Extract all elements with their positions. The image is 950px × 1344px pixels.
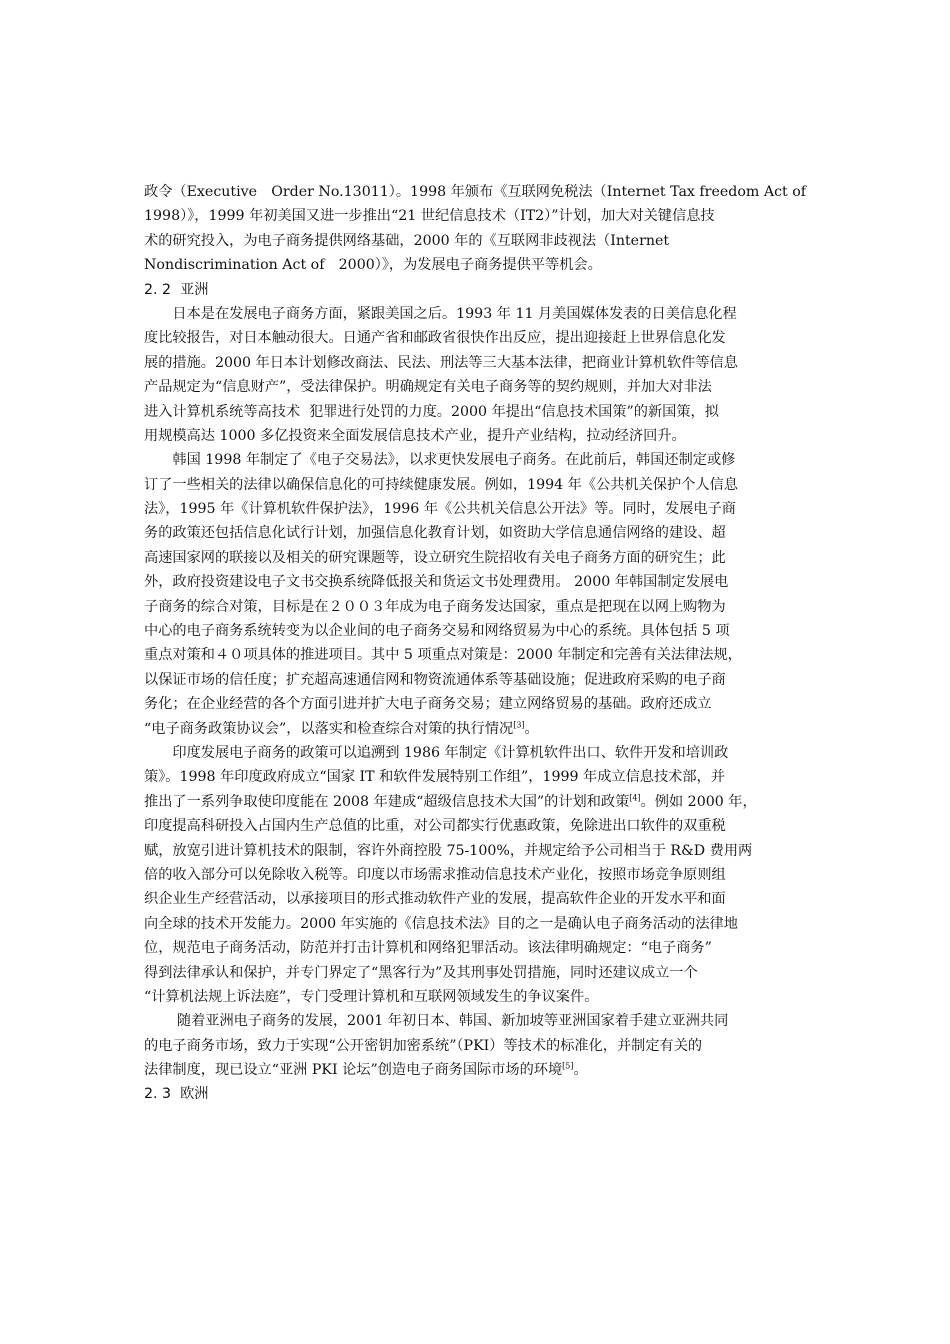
text-run: “电子商务政策协议会”，以落实和检查综合对策的执行情况 xyxy=(144,720,514,737)
text-line: 日本是在发展电子商务方面，紧跟美国之后。1993 年 11 月美国媒体发表的日美信息化程 xyxy=(144,305,737,322)
text-line: 随着亚洲电子商务的发展，2001 年初日本、韩国、新加坡等亚洲国家着手建立亚洲共同 xyxy=(144,1013,729,1030)
text-line: 印度发展电子商务的政策可以追溯到 1986 年制定《计算机软件出口、软件开发和培训政 xyxy=(144,744,729,761)
text-line: 韩国 1998 年制定了《电子交易法》，以求更快发展电子商务。在此前后，韩国还制定或修 xyxy=(144,452,736,469)
text-line: 展的措施。2000 年日本计划修改商法、民法、刑法等三大基本法律，把商业计算机软件等信息 xyxy=(144,354,738,371)
text-line: 重点对策和４０项具体的推进项目。其中 5 项重点对策是：2000 年制定和完善有关法律法规， xyxy=(144,647,742,664)
citation-ref: [4] xyxy=(629,793,641,803)
section-heading-europe: 2. 3 欧洲 xyxy=(144,1086,209,1103)
text-run: 。 xyxy=(524,720,539,737)
japan-paragraph xyxy=(144,302,810,448)
text-line xyxy=(144,1058,810,1082)
text-run: 推出了一系列争取使印度能在 2008 年建成“超级信息技术大国”的计划和政策 xyxy=(144,793,630,810)
korea-paragraph xyxy=(144,448,810,741)
asia-market-paragraph xyxy=(144,1009,810,1082)
text-line: 订了一些相关的法律以确保信息化的可持续健康发展。例如，1994 年《公共机关保护个人信息 xyxy=(144,476,738,493)
text-line: 政令（Executive Order No.13011）。1998 年颁布《互联网免税法（Internet Tax freedom Act of xyxy=(144,184,807,200)
text-line: 务化；在企业经营的各个方面引进并扩大电子商务交易；建立网络贸易的基础。政府还成立 xyxy=(144,696,712,713)
text-line: 用规模高达 1000 多亿投资来全面发展信息技术产业，提升产业结构，拉动经济回升。 xyxy=(144,427,686,444)
text-line: 外，政府投资建设电子文书交换系统降低报关和货运文书处理费用。 2000 年韩国制定发展电 xyxy=(144,574,729,591)
citation-ref: [5] xyxy=(562,1061,574,1071)
text-line: 位，规范电子商务活动，防范并打击计算机和网络犯罪活动。该法律明确规定：“电子商务” xyxy=(144,940,712,957)
text-line: 术的研究投入，为电子商务提供网络基础，2000 年的《互联网非歧视法（Internet xyxy=(144,232,670,249)
document-page xyxy=(144,180,810,1107)
text-line: 法》，1995 年《计算机软件保护法》，1996 年《公共机关信息公开法》等。同时，发展电子商 xyxy=(144,501,736,518)
text-line: 1998）》，1999 年初美国又进一步推出“21 世纪信息技术（IT2）”计划，加大对关键信息技 xyxy=(144,208,715,225)
text-line: 印度提高科研投入占国内生产总值的比重，对公司都实行优惠政策，免除进出口软件的双重税 xyxy=(144,818,726,835)
text-line xyxy=(144,790,810,814)
us-policy-paragraph xyxy=(144,180,810,278)
text-run: 法律制度，现已设立“亚洲 PKI 论坛”创造电子商务国际市场的环境 xyxy=(144,1062,563,1079)
text-line: 倍的收入部分可以免除收入税等。印度以市场需求推动信息技术产业化，按照市场竞争原则组 xyxy=(144,866,726,883)
text-line: 得到法律承认和保护，并专门界定了“黑客行为”及其刑事处罚措施，同时还建议成立一个 xyxy=(144,964,698,981)
text-line: 产品规定为“信息财产”，受法律保护。明确规定有关电子商务等的契约规则，并加大对非法 xyxy=(144,379,712,396)
text-line: 以保证市场的信任度；扩充超高速通信网和物资流通体系等基础设施；促进政府采购的电子商 xyxy=(144,671,726,688)
text-run: 。 xyxy=(573,1062,588,1079)
text-line: 策》。1998 年印度政府成立“国家 IT 和软件发展特别工作组”，1999 年成立信息技术部，并 xyxy=(144,769,725,786)
text-line: 中心的电子商务系统转变为以企业间的电子商务交易和网络贸易为中心的系统。具体包括 5 项 xyxy=(144,623,730,640)
text-line: “计算机法规上诉法庭”，专门受理计算机和互联网领域发生的争议案件。 xyxy=(144,988,599,1005)
text-line: 度比较报告，对日本触动很大。日通产省和邮政省很快作出反应，提出迎接赶上世界信息化发 xyxy=(144,330,726,347)
text-line: 务的政策还包括信息化试行计划，加强信息化教育计划，如资助大学信息通信网络的建设、超 xyxy=(144,525,726,542)
text-line: Nondiscrimination Act of 2000）》，为发展电子商务提供平等机会。 xyxy=(144,257,602,274)
text-line: 进入计算机系统等高技术 犯罪进行处罚的力度。2000 年提出“信息技术国策”的新国策，拟 xyxy=(144,403,719,420)
text-line xyxy=(144,717,810,741)
text-line: 子商务的综合对策，目标是在２００３年成为电子商务发达国家，重点是把现在以网上购物为 xyxy=(144,598,726,615)
text-line: 赋，放宽引进计算机技术的限制，容许外商控股 75-100%，并规定给予公司相当于 R&D 费用两 xyxy=(144,842,753,859)
text-line: 的电子商务市场，致力于实现“公开密钥加密系统”（PKI）等技术的标准化，并制定有关的 xyxy=(144,1037,703,1054)
text-line: 高速国家网的联接以及相关的研究课题等，设立研究生院招收有关电子商务方面的研究生；此 xyxy=(144,549,726,566)
text-line: 向全球的技术开发能力。2000 年实施的《信息技术法》目的之一是确认电子商务活动的法律地 xyxy=(144,915,738,932)
text-run: 。例如 2000 年， xyxy=(640,793,757,810)
section-heading-asia: 2. 2 亚洲 xyxy=(144,281,209,298)
citation-ref: [3] xyxy=(513,719,525,729)
text-line: 织企业生产经营活动，以承接项目的形式推动软件产业的发展，提高软件企业的开发水平和面 xyxy=(144,891,726,908)
india-paragraph xyxy=(144,741,810,1009)
